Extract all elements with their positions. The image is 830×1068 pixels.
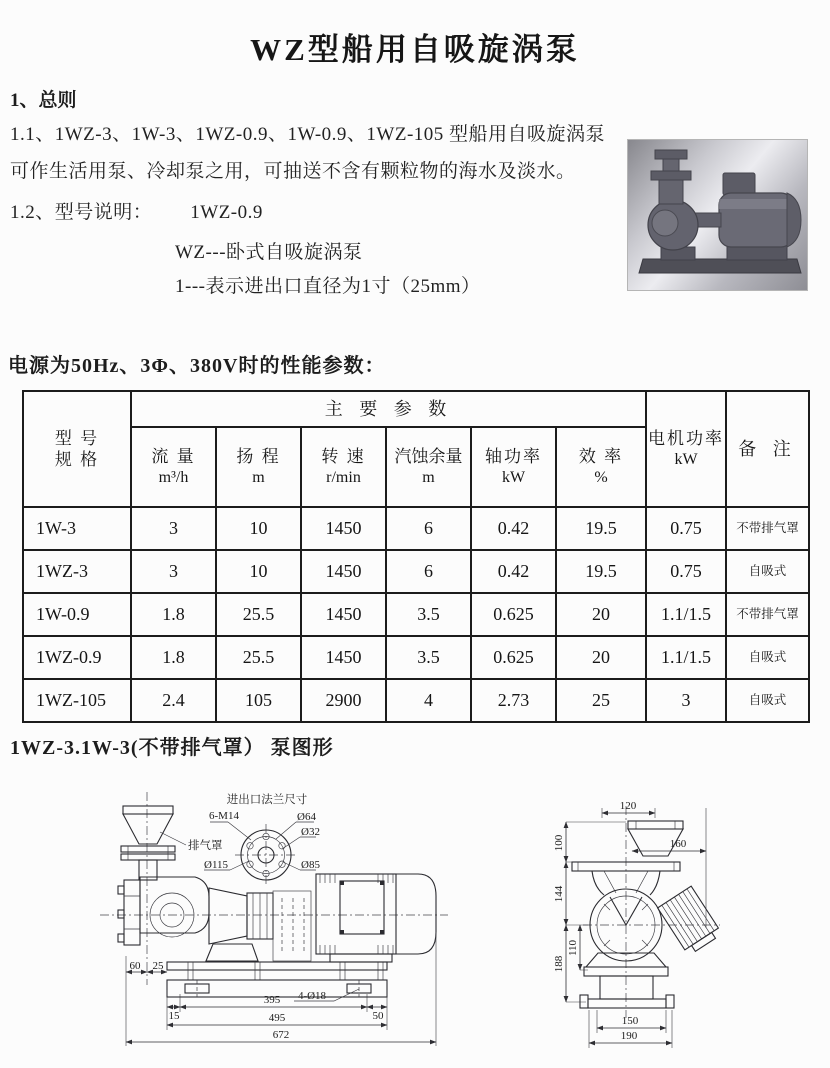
col-header-head: 扬 程 m	[216, 427, 301, 507]
flange-bolt-label: 6-M14	[209, 810, 239, 822]
pump-casing	[118, 877, 273, 961]
col-header-motor-power: 电机功率 kW	[646, 391, 726, 507]
col-header-flow: 流 量 m³/h	[131, 427, 216, 507]
exhaust-hood-label: 排气罩	[188, 840, 223, 852]
paragraph-model-explanation	[10, 197, 263, 224]
pump-product-photo	[627, 139, 808, 291]
table-row: 1W-0.9 1.8 25.5 1450 3.5 0.625 20 1.1/1.5 不带排气罩	[23, 593, 809, 636]
svg-text:60: 60	[129, 960, 141, 972]
svg-text:120: 120	[619, 800, 637, 812]
exhaust-hood	[121, 806, 175, 880]
flange-d85-label: Ø85	[301, 859, 320, 871]
pump-dimension-drawings	[0, 780, 830, 1068]
side-view-dimensions	[126, 932, 436, 1046]
table-row: 1WZ-0.9 1.8 25.5 1450 3.5 0.625 20 1.1/1.5 自吸式	[23, 636, 809, 679]
flange-detail-title: 进出口法兰尺寸	[226, 794, 308, 806]
terminal-box	[658, 886, 723, 956]
performance-intro: 电源为50Hz、3Φ、380V时的性能参数：	[8, 355, 386, 377]
svg-text:50: 50	[372, 1010, 384, 1022]
svg-text:495: 495	[268, 1012, 286, 1024]
flange-d115-label: Ø115	[204, 859, 229, 871]
table-row: 1WZ-105 2.4 105 2900 4 2.73 25 3 自吸式	[23, 679, 809, 722]
holes-label: 4-Ø18	[297, 990, 327, 1002]
svg-text:100: 100	[553, 834, 565, 852]
svg-text:188: 188	[553, 955, 565, 973]
svg-text:25: 25	[152, 960, 164, 972]
performance-table	[22, 390, 810, 723]
motor-side	[316, 874, 436, 980]
end-view-funnel	[572, 821, 683, 871]
table-row: 1W-3 3 10 1450 6 0.42 19.5 0.75 不带排气罩	[23, 507, 809, 550]
table-row: 1WZ-3 3 10 1450 6 0.42 19.5 0.75 自吸式	[23, 550, 809, 593]
coupling-guard	[273, 891, 311, 961]
svg-text:395: 395	[263, 994, 281, 1006]
col-header-npsh: 汽蚀余量 m	[386, 427, 471, 507]
page-title: WZ型船用自吸旋涡泵	[250, 32, 580, 67]
col-header-model: 型 号 规 格	[23, 391, 131, 507]
model-code-size-line: 1---表示进出口直径为1寸（25mm）	[175, 276, 481, 297]
svg-text:110: 110	[567, 939, 579, 957]
side-view-drawing	[100, 792, 448, 1046]
end-view-dimensions	[553, 800, 706, 1048]
col-header-main-params: 主 要 参 数	[131, 391, 646, 427]
paragraph-usage: 可作生活用泵、冷却泵之用，可抽送不含有颗粒物的海水及淡水。	[10, 161, 576, 182]
pump-photo-illustration	[627, 139, 808, 291]
svg-text:15: 15	[168, 1010, 180, 1022]
model-explanation-label: 1.2、型号说明：	[10, 202, 153, 223]
svg-text:190: 190	[620, 1030, 638, 1042]
flange-detail	[204, 792, 320, 886]
svg-text:160: 160	[669, 838, 687, 850]
flange-d64-label: Ø64	[297, 811, 316, 823]
paragraph-models: 1.1、1WZ-3、1W-3、1WZ-0.9、1W-0.9、1WZ-105 型船用自吸旋涡泵	[10, 124, 606, 145]
svg-text:144: 144	[553, 885, 565, 903]
drawing-heading: 1WZ-3.1W-3(不带排气罩） 泵图形	[10, 737, 334, 759]
col-header-speed: 转 速 r/min	[301, 427, 386, 507]
model-explanation-value: 1WZ-0.9	[190, 202, 263, 223]
svg-text:672: 672	[272, 1029, 290, 1041]
col-header-shaft-power: 轴功率 kW	[471, 427, 556, 507]
model-code-wz-line: WZ---卧式自吸旋涡泵	[175, 242, 363, 263]
col-header-efficiency: 效 率 %	[556, 427, 646, 507]
end-view-drawing	[553, 800, 722, 1048]
flange-d32-label: Ø32	[301, 826, 320, 838]
col-header-remark: 备 注	[726, 391, 809, 507]
section-general-heading: 1、总则	[10, 90, 77, 111]
svg-text:150: 150	[621, 1015, 639, 1027]
